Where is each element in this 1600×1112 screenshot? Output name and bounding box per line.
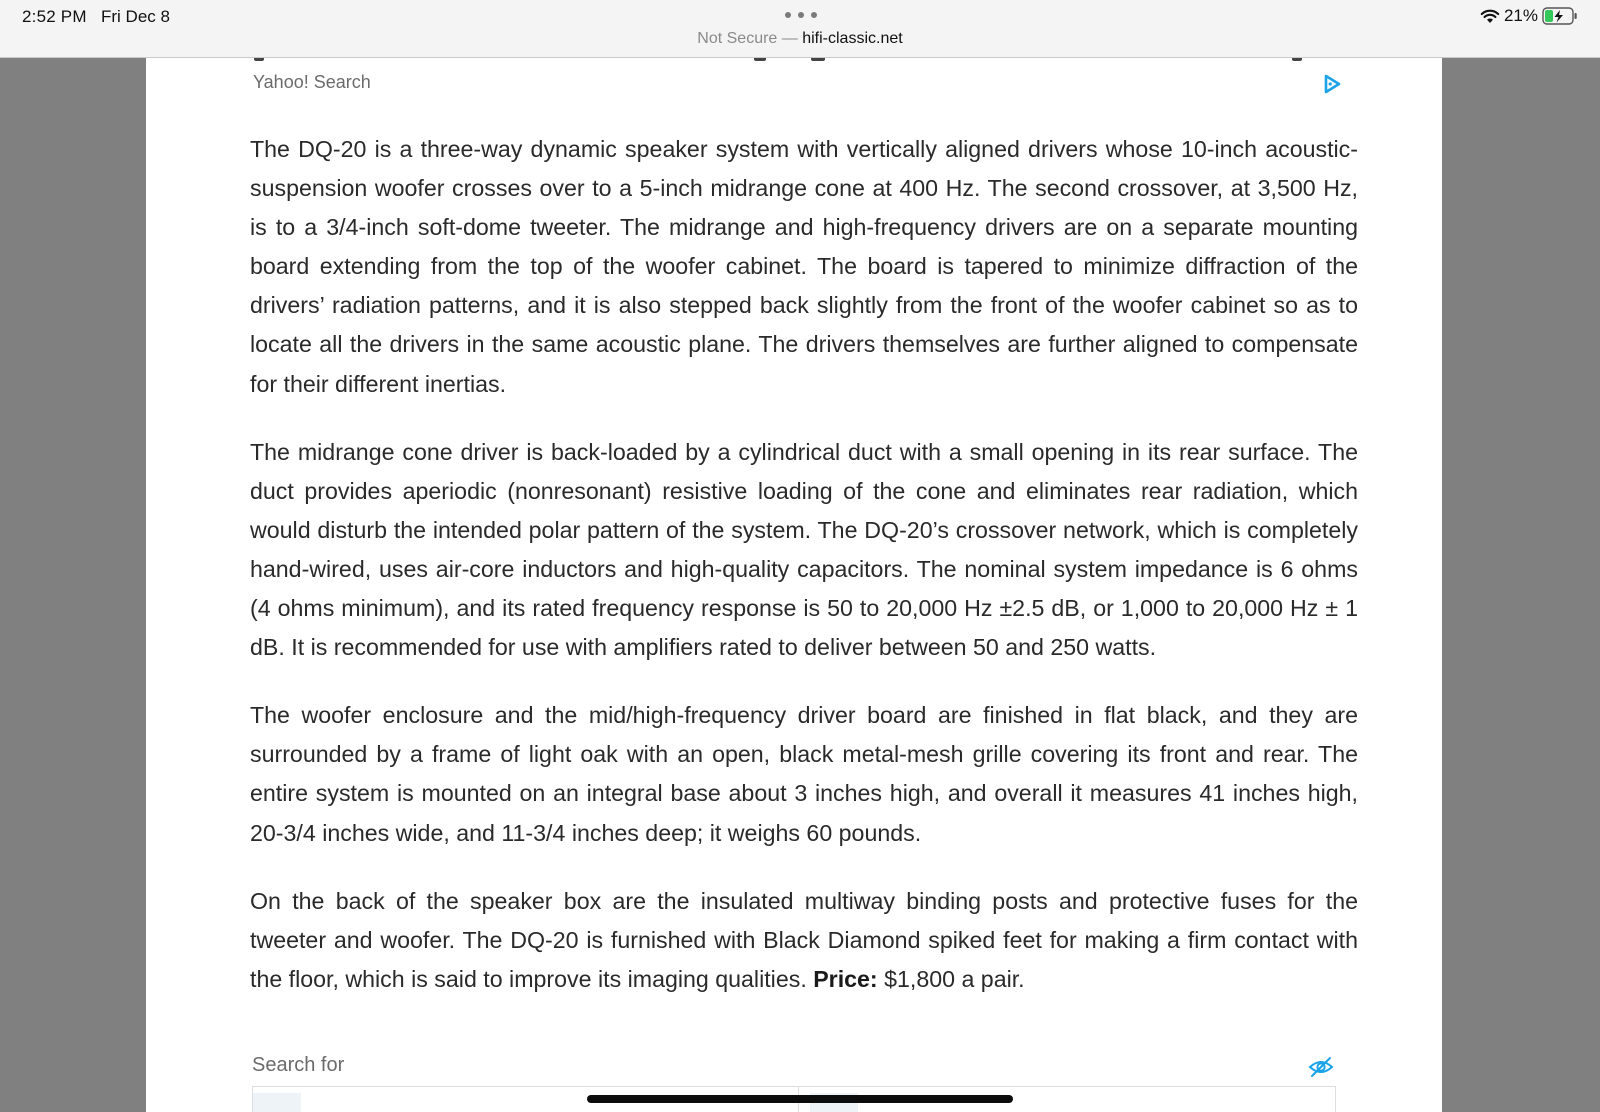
status-time: 2:52 PM (22, 7, 87, 26)
site-domain: hifi-classic.net (802, 30, 903, 47)
ad-banner-bottom[interactable] (252, 1054, 1344, 1112)
article-body (250, 130, 1358, 1028)
price-label: Price: (813, 965, 878, 992)
browser-top-bar (0, 0, 1600, 58)
article-paragraph-2: The midrange cone driver is back-loaded by a cylindrical duct with a small opening in its rear surface. The duct provides aperiodic (nonresonant) resistive loading of the cone and eliminates rear radiation, which would disturb the intended polar pattern of the system. The DQ-20’s crossover network, which is completely hand-wired, uses air-core inductors and high-quality capacitors. The nominal system impedance is 6 ohms (4 ohms minimum), and its rated frequency response is 50 to 20,000 Hz ±2.5 dB, or 1,000 to 20,000 Hz ± 1 dB. It is recommended for use with amplifiers rated to deliver between 50 and 250 watts. (250, 438, 1358, 661)
status-date: Fri Dec 8 (101, 7, 170, 26)
address-bar[interactable] (0, 30, 1600, 48)
more-dots-icon[interactable] (785, 12, 817, 20)
cropped-content-above (146, 58, 1442, 64)
battery-percent: 21% (1503, 6, 1538, 25)
article-paragraph-3: The woofer enclosure and the mid/high-frequency driver board are finished in flat black, and they are surrounded by a frame of light oak with an open, black metal-mesh grille covering its front and rear. The entire system is mounted on an integral base about 3 inches high, and overall it measures 41 inches high, 20-3/4 inches wide, and 11-3/4 inches deep; it weighs 60 pounds. (250, 702, 1358, 846)
price-value: $1,800 a pair. (877, 965, 1025, 992)
web-page (146, 58, 1442, 1112)
battery-charging-icon (1542, 7, 1578, 25)
privacy-eye-icon[interactable] (1308, 1056, 1334, 1078)
home-indicator[interactable] (587, 1095, 1013, 1103)
address-separator: — (777, 30, 803, 47)
article-paragraph-4-text: On the back of the speaker box are the insulated multiway binding posts and protective fuses for the tweeter and woofer. The DQ-20 is furnished with Black Diamond spiked feet for making a firm contact with the floor, which is said to improve its imaging qualities. (250, 887, 1358, 992)
ad-result-thumb (253, 1093, 301, 1112)
search-for-label: Search for (252, 1054, 345, 1076)
ad-banner-top[interactable] (253, 72, 1343, 102)
article-paragraph-4 (250, 882, 1358, 999)
status-indicators (1480, 6, 1578, 26)
security-label: Not Secure (697, 30, 778, 47)
adchoices-icon[interactable] (1321, 73, 1343, 95)
article-paragraph-1: The DQ-20 is a three-way dynamic speaker system with vertically aligned drivers whose 10-inch acoustic-suspension woofer crosses over to a 5-inch midrange cone at 400 Hz. The second crossover, at 3,500 Hz, is to a 3/4-inch soft-dome tweeter. The midrange and high-frequency drivers are on a separate mounting board extending from the top of the woofer cabinet. The board is tapered to minimize diffraction of the drivers’ radiation patterns, and it is also stepped back slightly from the front of the woofer cabinet so as to locate all the drivers in the same acoustic plane. The drivers themselves are further aligned to compensate for their different inertias. (250, 136, 1358, 397)
wifi-icon (1480, 8, 1500, 24)
ad-label[interactable]: Yahoo! Search (253, 72, 371, 92)
